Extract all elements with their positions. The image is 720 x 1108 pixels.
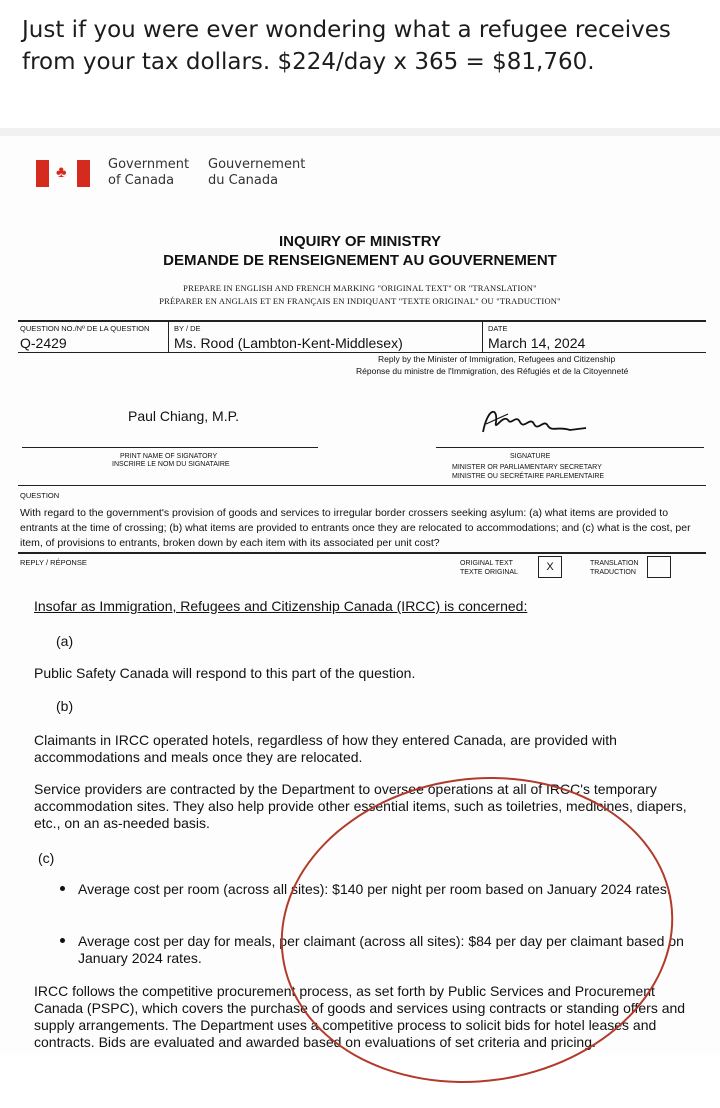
print-name-fr: INSCRIRE LE NOM DU SIGNATAIRE [112,461,230,468]
print-name-en: PRINT NAME OF SIGNATORY [120,453,218,460]
question-label: QUESTION [20,491,60,500]
minister-en: MINISTER OR PARLIAMENTARY SECRETARY [452,464,602,471]
bullet-icon [60,886,65,891]
separator [0,128,720,136]
minister-fr: MINISTRE OU SECRÉTAIRE PARLEMENTAIRE [452,473,605,480]
translation-fr: TRADUCTION [590,569,636,576]
question-text: With regard to the government's provision of goods and services to irregular border crossers seeking asylum: (a) what items are provided to entrants at the time of crossing; (b) what items are provided to entrants once they are relocated to accommodations; and (c) what is the cost, per item, of provisions to entrants, broken down by each item with its associated per unit cost? [20,507,691,549]
question-no: Q-2429 [20,335,67,351]
date-label: DATE [488,324,508,333]
original-fr: TEXTE ORIGINAL [460,569,518,576]
gov-en: Government of Canada [108,157,190,188]
part-b-label: (b) [56,698,74,714]
by-label: BY / DE [174,324,201,333]
reply-by-fr: Réponse du ministre de l'Immigration, des Réfugiés et de la Citoyenneté [356,366,629,376]
translation-checkbox[interactable] [647,556,671,578]
gov-fr: Gouvernement du Canada [208,157,306,188]
original-text-checkbox[interactable]: X [538,556,562,578]
signature-image [478,402,588,442]
original-en: ORIGINAL TEXT [460,560,513,567]
bullet-meal-cost: Average cost per day for meals, per claimant (across all sites): $84 per day per claimant based on January 2024 rates. [78,933,684,966]
question-no-label: QUESTION NO./Nº DE LA QUESTION [20,324,150,333]
instruction-fr: PRÉPARER EN ANGLAIS ET EN FRANÇAIS EN INDIQUANT "TEXTE ORIGINAL" OU "TRADUCTION" [159,296,561,306]
closing-paragraph: IRCC follows the competitive procurement process, as set forth by Public Services and Procurement Canada (PSPC), which covers the purchase of goods and services using contracts or standing offers and supply arrangements. The Department uses a competitive process to solicit bids for hotel leases and contracts. Bids are evaluated and awarded based on evaluations of set criteria and pricing. [34,983,686,1050]
instruction-en: PREPARE IN ENGLISH AND FRENCH MARKING "ORIGINAL TEXT" OR "TRANSLATION" [183,283,537,293]
reply-by-en: Reply by the Minister of Immigration, Refugees and Citizenship [378,354,616,364]
post-caption: Just if you were ever wondering what a refugee receives from your tax dollars. $224/day x 365 = $81,760. [22,17,671,75]
title-fr: DEMANDE DE RENSEIGNEMENT AU GOUVERNEMENT [163,252,557,269]
answer-intro: Insofar as Immigration, Refugees and Citizenship Canada (IRCC) is concerned: [34,598,528,614]
title-en: INQUIRY OF MINISTRY [279,233,441,250]
part-b-text-1: Claimants in IRCC operated hotels, regardless of how they entered Canada, are provided with accommodations and meals once they are relocated. [34,732,617,765]
part-b-text-2: Service providers are contracted by the Department to oversee operations at all of IRCC's temporary accommodation sites. They also help provide other essential items, such as toiletries, medicines, diapers, etc., on an as-needed basis. [34,781,687,831]
bullet-room-cost: Average cost per room (across all sites): $140 per night per room based on January 2024 rates. [78,881,671,897]
part-a-text: Public Safety Canada will respond to this part of the question. [34,665,416,681]
canada-flag-icon: ♣ [36,160,90,187]
signatory-name: Paul Chiang, M.P. [128,408,240,424]
bullet-icon [60,938,65,943]
by-value: Ms. Rood (Lambton-Kent-Middlesex) [174,335,403,351]
date-value: March 14, 2024 [488,335,586,351]
reply-label: REPLY / RÉPONSE [20,558,87,567]
part-a-label: (a) [56,633,74,649]
part-c-label: (c) [38,850,55,866]
translation-en: TRANSLATION [590,560,639,567]
signature-label: SIGNATURE [510,453,551,460]
